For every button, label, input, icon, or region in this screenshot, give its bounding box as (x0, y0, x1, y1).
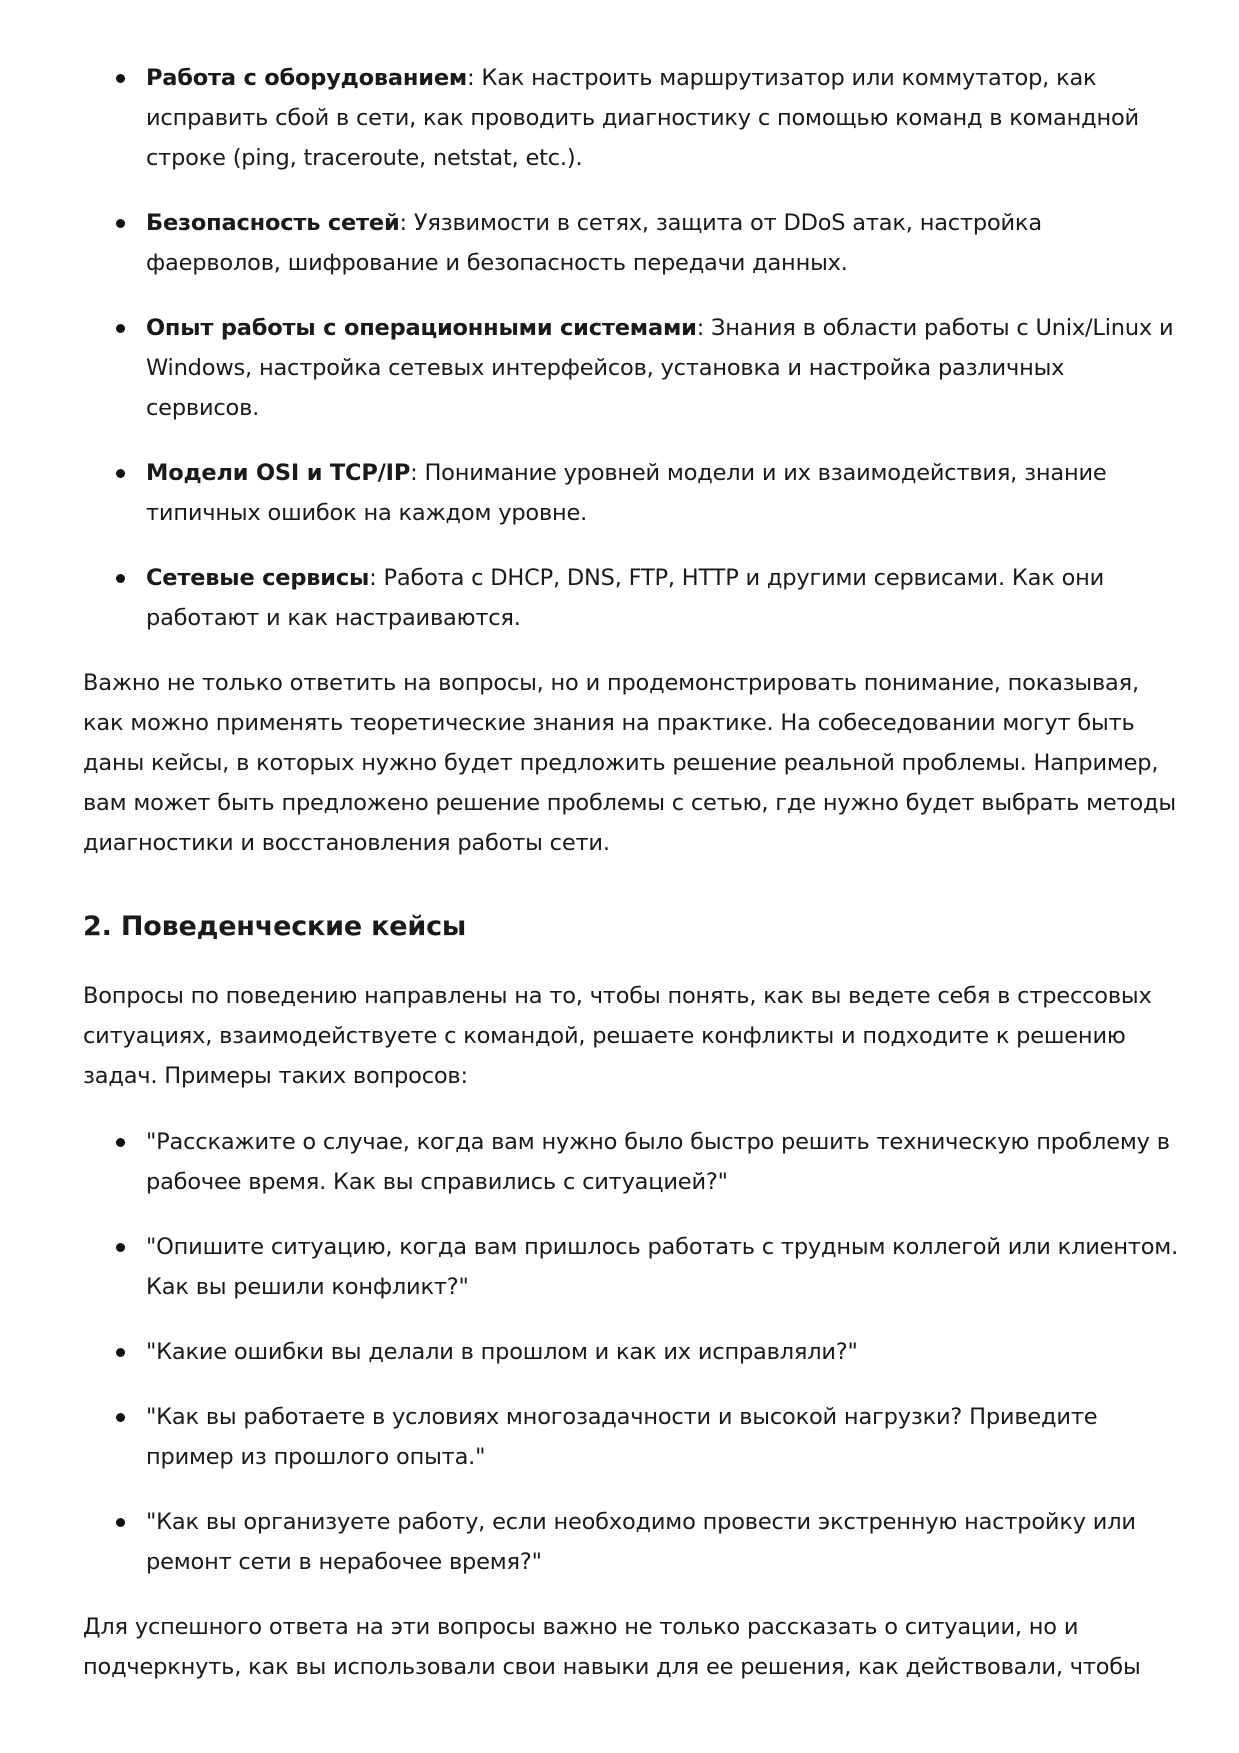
list-item (83, 1227, 1183, 1307)
list-item (83, 203, 1183, 283)
paragraph-behavioral-intro: Вопросы по поведению направлены на то, чтобы понять, как вы ведете себя в стрессовых ситуациях, взаимодействуете с командой, решаете конфликты и подходите к решению задач. Примеры таких вопросов: (83, 983, 1152, 1089)
list-item (83, 58, 1183, 178)
bullet-icon (116, 469, 125, 478)
list-item (83, 558, 1183, 638)
bullet-icon (116, 1413, 125, 1422)
list-item (83, 1332, 1183, 1372)
list-item (83, 453, 1183, 533)
paragraph-practice: Важно не только ответить на вопросы, но и продемонстрировать понимание, показывая, как можно применять теоретические знания на практике. На собеседовании могут быть даны кейсы, в которых нужно будет предложить решение реальной проблемы. Например, вам может быть предложено решение проблемы с сетью, где нужно будет выбрать методы диагностики и восстановления работы сети. (83, 670, 1176, 856)
bullet-icon (116, 574, 125, 583)
bullet-icon (116, 1518, 125, 1527)
list-item-text: "Как вы работаете в условиях многозадачности и высокой нагрузки? Приведите пример из прошлого опыта." (146, 1404, 1098, 1470)
list-item (83, 1502, 1183, 1582)
bullet-icon (116, 1348, 125, 1357)
list-item-text: "Опишите ситуацию, когда вам пришлось работать с трудным коллегой или клиентом. Как вы решили конфликт?" (146, 1234, 1179, 1300)
list-item (83, 308, 1183, 428)
list-item-text: "Как вы организуете работу, если необходимо провести экстренную настройку или ремонт сети в нерабочее время?" (146, 1509, 1136, 1575)
list-item-term: Сетевые сервисы (146, 565, 370, 591)
bullet-icon (116, 1243, 125, 1252)
bullet-icon (116, 219, 125, 228)
bullet-icon (116, 324, 125, 333)
paragraph-conclusion: Для успешного ответа на эти вопросы важно не только рассказать о ситуации, но и подчеркнуть, как вы использовали свои навыки для ее решения, как действовали, чтобы (83, 1614, 1141, 1680)
list-item-term: Опыт работы с операционными системами (146, 315, 697, 341)
list-item-term: Безопасность сетей (146, 210, 400, 236)
bullet-icon (116, 74, 125, 83)
technical-skills-list (83, 58, 1183, 638)
bullet-icon (116, 1138, 125, 1147)
behavioral-questions-list (83, 1122, 1183, 1582)
list-item-text: "Расскажите о случае, когда вам нужно было быстро решить техническую проблему в рабочее время. Как вы справились с ситуацией?" (146, 1129, 1170, 1195)
list-item (83, 1397, 1183, 1477)
list-item-text: : Уязвимости в сетях, защита от DDoS атак, настройка фаерволов, шифрование и безопасность передачи данных. (146, 210, 1042, 276)
list-item-term: Работа с оборудованием (146, 65, 468, 91)
list-item-term: Модели OSI и TCP/IP (146, 460, 411, 486)
section-heading-behavioral: 2. Поведенческие кейсы (83, 911, 467, 942)
list-item-text: : Знания в области работы с Unix/Linux и Windows, настройка сетевых интерфейсов, установка и настройка различных сервисов. (146, 315, 1174, 421)
list-item-text: "Какие ошибки вы делали в прошлом и как их исправляли?" (146, 1339, 858, 1365)
list-item (83, 1122, 1183, 1202)
list-item-text: : Понимание уровней модели и их взаимодействия, знание типичных ошибок на каждом уровне. (146, 460, 1107, 526)
document-page (83, 58, 1183, 1687)
list-item-text: : Работа с DHCP, DNS, FTP, HTTP и другими сервисами. Как они работают и как настраиваются. (146, 565, 1105, 631)
list-item-text: : Как настроить маршрутизатор или коммутатор, как исправить сбой в сети, как проводить диагностику с помощью команд в командной строке (ping, traceroute, netstat, etc.). (146, 65, 1139, 171)
